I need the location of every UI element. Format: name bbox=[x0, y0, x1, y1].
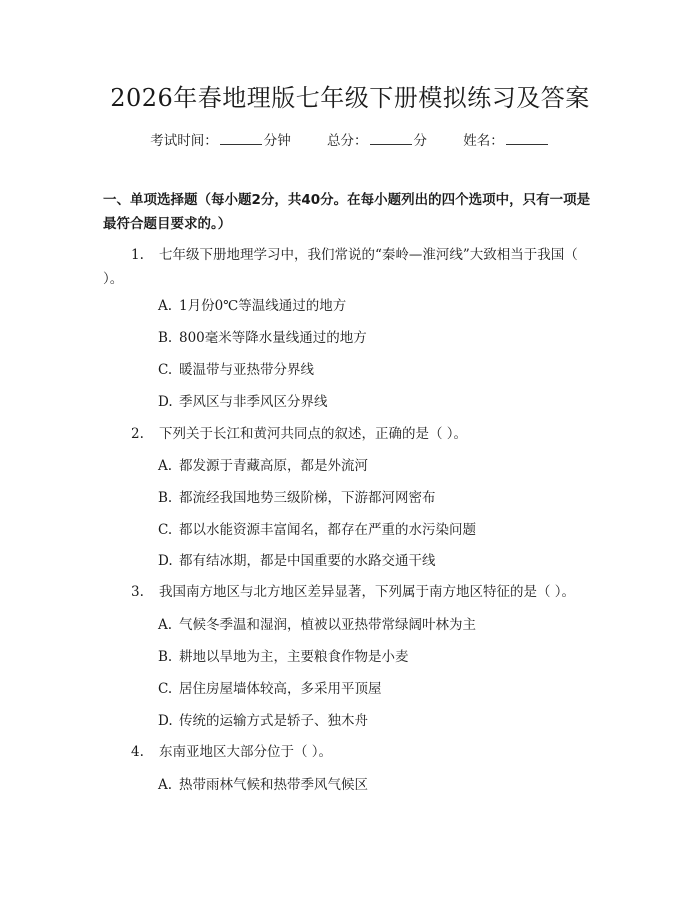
option-letter: B. bbox=[158, 330, 173, 346]
student-name-label: 姓名： bbox=[463, 133, 504, 149]
question-number: 4. bbox=[131, 744, 144, 760]
total-score-field bbox=[327, 130, 427, 151]
question-stem: 我国南方地区与北方地区差异显著，下列属于南方地区特征的是（ ）。 bbox=[159, 584, 576, 600]
question-1-option-c bbox=[158, 360, 598, 380]
question-4 bbox=[103, 740, 597, 764]
question-3 bbox=[103, 580, 597, 604]
option-text: 气候冬季温和湿润，植被以亚热带常绿阔叶林为主 bbox=[179, 617, 476, 633]
option-letter: C. bbox=[158, 362, 173, 378]
option-letter: A. bbox=[158, 458, 173, 474]
option-text: 都有结冰期，都是中国重要的水路交通干线 bbox=[179, 553, 436, 569]
question-stem: 东南亚地区大部分位于（ ）。 bbox=[159, 744, 333, 760]
option-letter: C. bbox=[158, 681, 173, 697]
option-letter: A. bbox=[158, 298, 173, 314]
option-letter: D. bbox=[158, 713, 173, 729]
option-letter: B. bbox=[158, 490, 173, 506]
option-text: 热带雨林气候和热带季风气候区 bbox=[179, 777, 368, 793]
question-3-option-d bbox=[158, 711, 598, 731]
option-text: 传统的运输方式是轿子、独木舟 bbox=[179, 713, 368, 729]
question-2-option-d bbox=[158, 551, 598, 571]
student-name-blank bbox=[506, 130, 548, 145]
option-text: 居住房屋墙体较高，多采用平顶屋 bbox=[179, 681, 382, 697]
option-letter: B. bbox=[158, 649, 173, 665]
option-letter: A. bbox=[158, 617, 173, 633]
question-3-option-c bbox=[158, 679, 598, 699]
option-text: 都流经我国地势三级阶梯，下游都河网密布 bbox=[179, 490, 436, 506]
question-stem: 下列关于长江和黄河共同点的叙述，正确的是（ ）。 bbox=[159, 426, 468, 442]
question-2-option-c bbox=[158, 520, 598, 540]
option-text: 1月份0℃等温线通过的地方 bbox=[179, 298, 347, 314]
question-2-option-a bbox=[158, 456, 598, 476]
question-3-option-a bbox=[158, 615, 598, 635]
total-score-blank bbox=[370, 130, 412, 145]
option-text: 季风区与非季风区分界线 bbox=[179, 394, 328, 410]
total-score-label: 总分： bbox=[327, 133, 368, 149]
question-3-option-b bbox=[158, 647, 598, 667]
question-2 bbox=[103, 422, 597, 446]
exam-time-unit: 分钟 bbox=[263, 133, 291, 149]
question-stem: 七年级下册地理学习中，我们常说的“秦岭—淮河线”大致相当于我国（ ）。 bbox=[103, 247, 578, 287]
exam-time-blank bbox=[220, 130, 262, 145]
option-text: 都以水能资源丰富闻名，都存在严重的水污染问题 bbox=[179, 522, 476, 538]
option-letter: D. bbox=[158, 394, 173, 410]
option-letter: A. bbox=[158, 777, 173, 793]
total-score-unit: 分 bbox=[413, 133, 427, 149]
question-2-option-b bbox=[158, 488, 598, 508]
option-letter: C. bbox=[158, 522, 173, 538]
exam-meta-line bbox=[0, 130, 700, 151]
question-1-option-a bbox=[158, 296, 598, 316]
exam-time-label: 考试时间： bbox=[150, 133, 218, 149]
option-letter: D. bbox=[158, 553, 173, 569]
section-heading-single-choice: 一、单项选择题（每小题2分，共40分。在每小题列出的四个选项中，只有一项是最符合题目要求的。） bbox=[103, 192, 591, 232]
question-number: 1. bbox=[131, 247, 144, 263]
option-text: 耕地以旱地为主，主要粮食作物是小麦 bbox=[179, 649, 409, 665]
question-number: 3. bbox=[131, 584, 144, 600]
exam-time-field bbox=[150, 130, 291, 151]
option-text: 都发源于青藏高原，都是外流河 bbox=[179, 458, 368, 474]
student-name-field bbox=[463, 130, 550, 151]
question-1 bbox=[103, 243, 597, 291]
question-4-option-a bbox=[158, 775, 598, 795]
question-1-option-d bbox=[158, 392, 598, 412]
page-title: 2026年春地理版七年级下册模拟练习及答案 bbox=[110, 84, 590, 112]
option-text: 暖温带与亚热带分界线 bbox=[179, 362, 314, 378]
option-text: 800毫米等降水量线通过的地方 bbox=[179, 330, 367, 346]
question-1-option-b bbox=[158, 328, 598, 348]
question-number: 2. bbox=[131, 426, 144, 442]
